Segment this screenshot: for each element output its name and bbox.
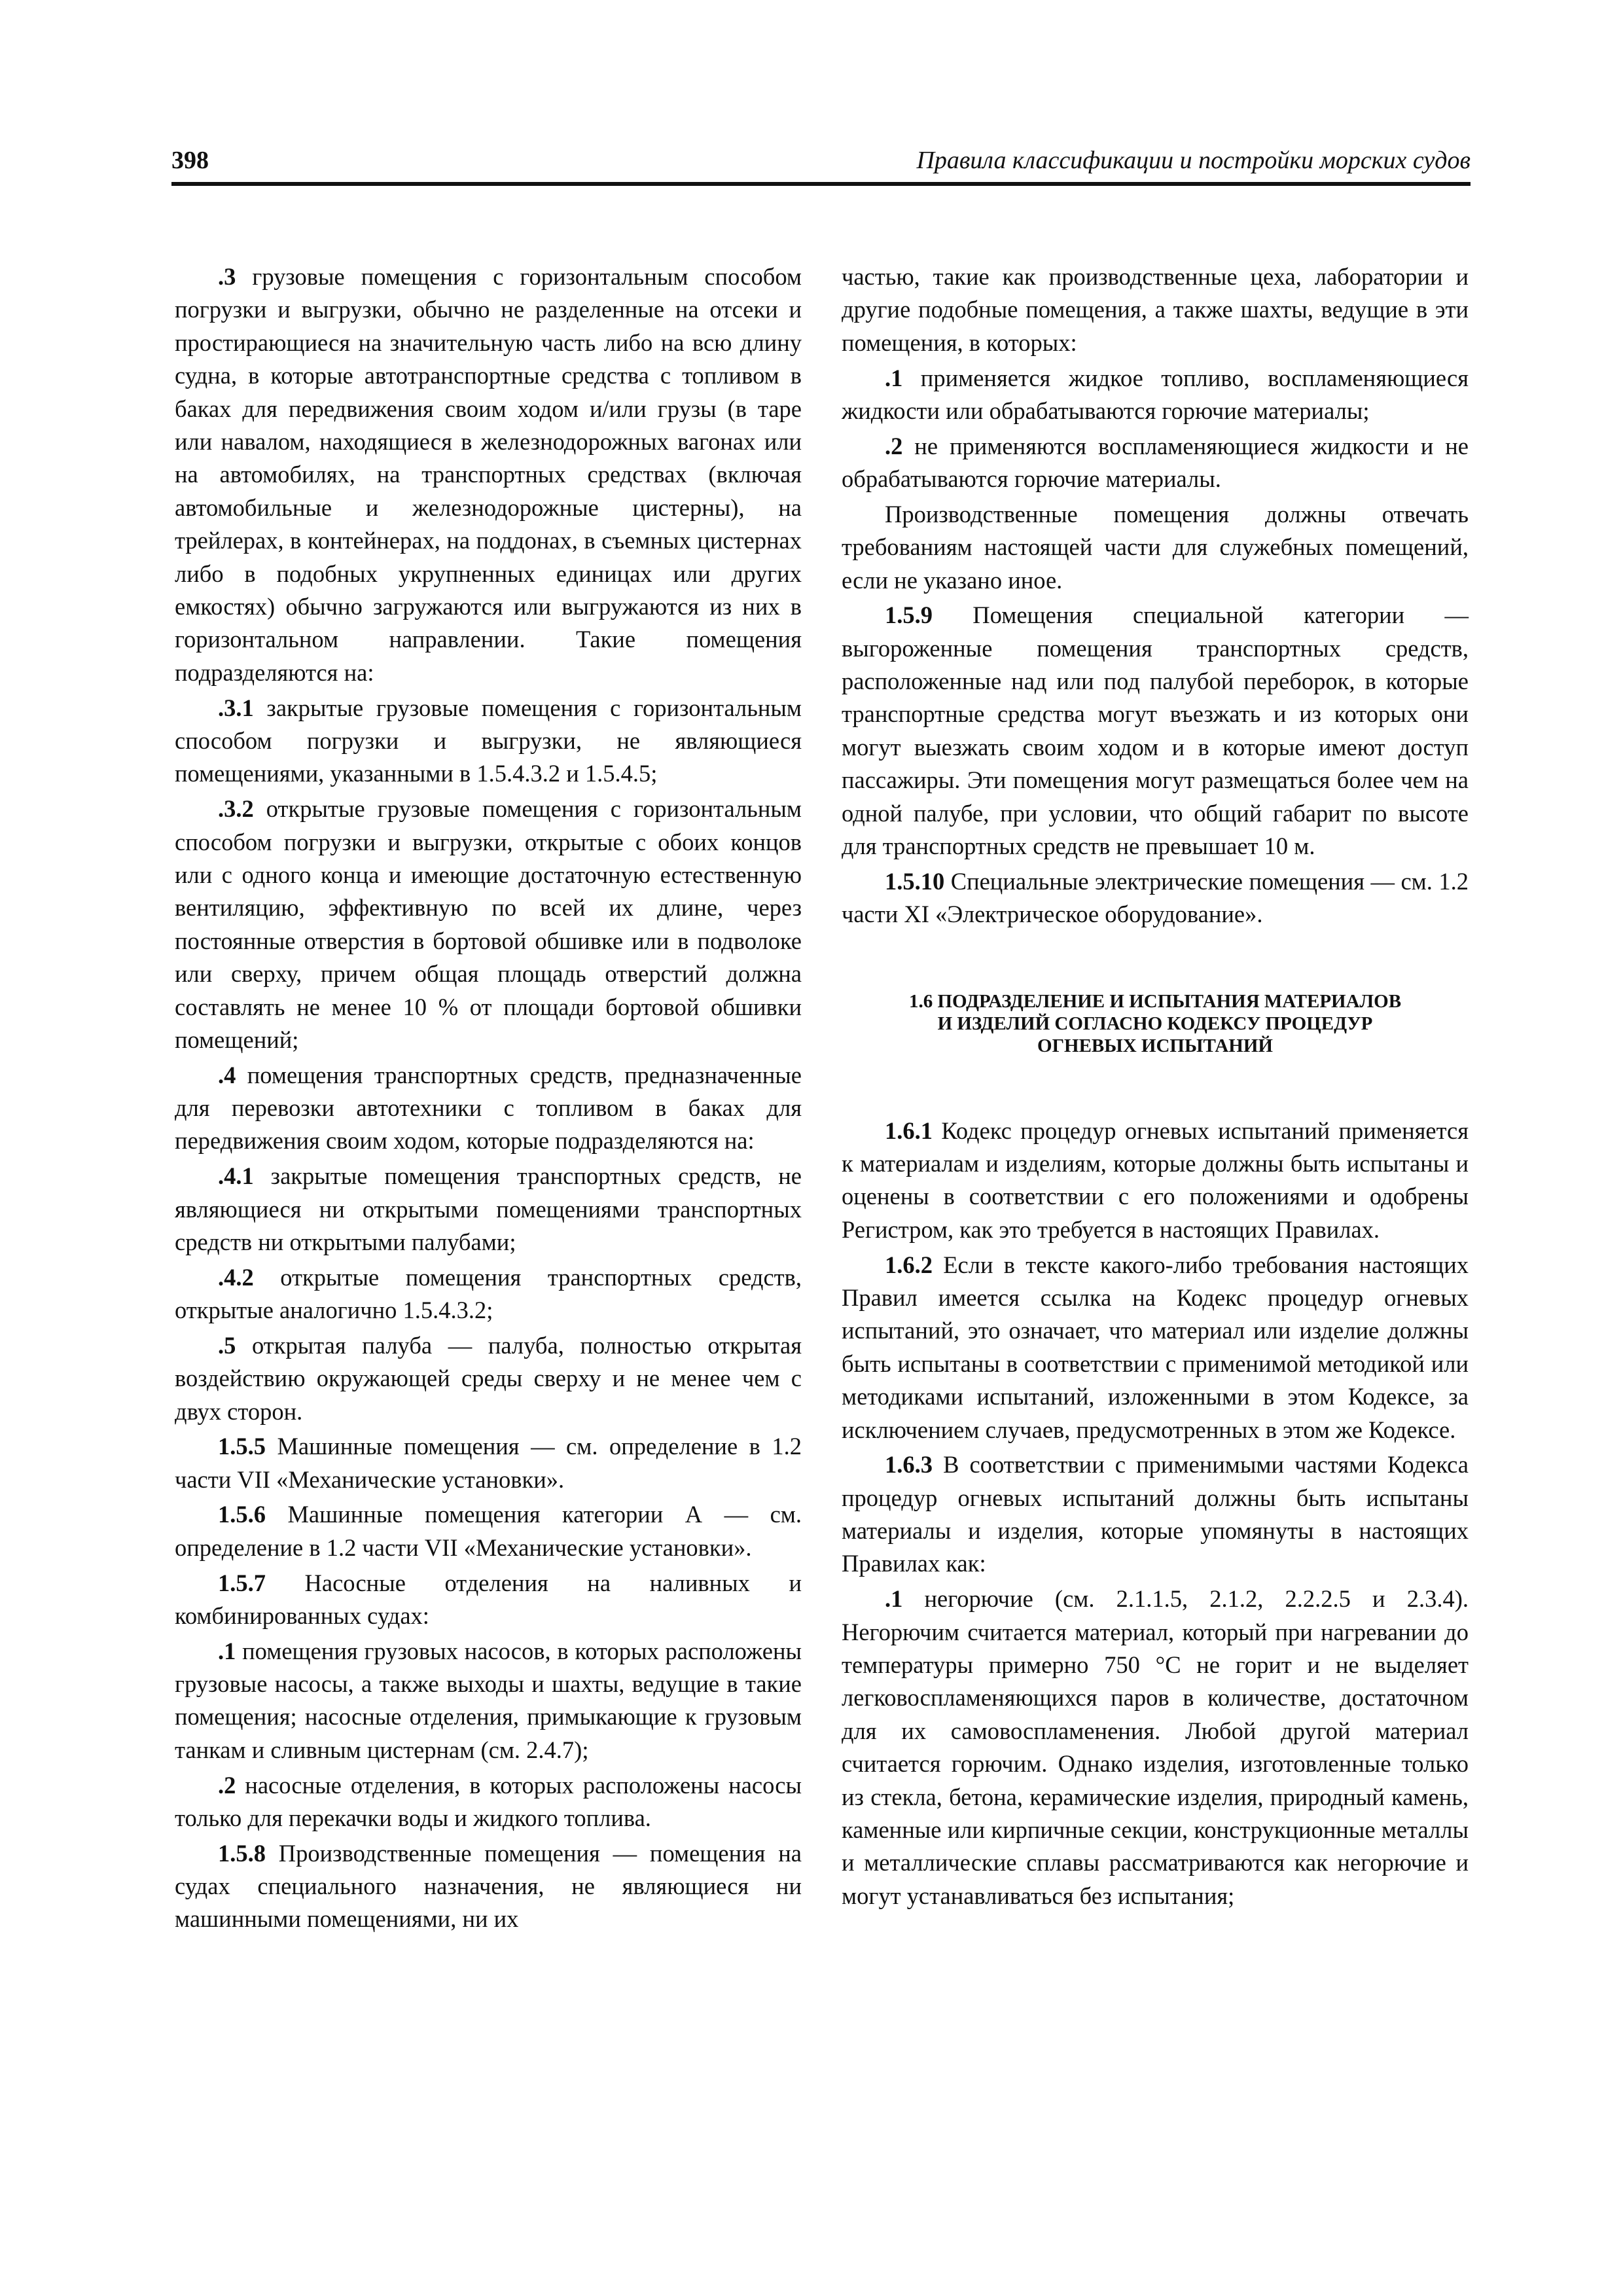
clause-number: 1.5.8 xyxy=(218,1839,266,1867)
running-title: Правила классификации и постройки морских судов xyxy=(916,147,1471,174)
clause-number: .3 xyxy=(218,263,236,290)
section-heading-line: 1.6 ПОДРАЗДЕЛЕНИЕ И ИСПЫТАНИЯ МАТЕРИАЛОВ xyxy=(908,990,1402,1012)
paragraph-text: Машинные помещения — см. определение в 1.2 части VII «Механические установки». xyxy=(175,1433,802,1493)
paragraph xyxy=(175,1059,802,1158)
clause-number: .4.1 xyxy=(218,1162,254,1190)
paragraph xyxy=(842,1249,1469,1446)
paragraph xyxy=(175,1635,802,1767)
paragraph-text: Специальные электрические помещения — см. 1.2 части XI «Электрическое оборудование». xyxy=(842,867,1469,928)
paragraph-text: Помещения специальной категории — выгороженные помещения транспортных средств, расположенные над или под палубой переборок, в которые транспортные средства могут въезжать и из которых они могут выезжать своим ходом и в которые имеют доступ пассажиры. Эти помещения могут размещаться более чем на одной палубе, при условии, что общий габарит по высоте для транспортных средств не превышает 10 м. xyxy=(842,601,1469,860)
paragraph xyxy=(842,362,1469,428)
paragraph-text: частью, такие как производственные цеха, лаборатории и другие подобные помещения, а также шахты, ведущие в эти помещения, в которых: xyxy=(842,263,1469,356)
paragraph xyxy=(175,793,802,1056)
page-number: 398 xyxy=(171,147,209,174)
clause-number: .3.2 xyxy=(218,795,254,823)
paragraph-text: помещения грузовых насосов, в которых расположены грузовые насосы, а также выходы и шахты, ведущие в такие помещения; насосные отделения, примыкающие к грузовым танкам и сливным цистернам (см. 2.4.7); xyxy=(175,1637,802,1763)
clause-number: 1.6.2 xyxy=(885,1251,933,1278)
clause-number: 1.5.9 xyxy=(885,601,933,629)
paragraph xyxy=(842,1115,1469,1247)
paragraph xyxy=(175,1498,802,1564)
clause-number: 1.5.6 xyxy=(218,1501,266,1528)
paragraph-text: закрытые помещения транспортных средств, не являющиеся ни открытыми помещениями транспортных средств ни открытыми палубами; xyxy=(175,1162,802,1255)
paragraph xyxy=(175,1837,802,1936)
paragraph-text: Производственные помещения — помещения на судах специального назначения, не являющиеся ни машинными помещениями, ни их xyxy=(175,1839,802,1933)
paragraph-text: открытая палуба — палуба, полностью открытая воздействию окружающей среды сверху и не менее чем с двух сторон. xyxy=(175,1331,802,1425)
clause-number: 1.6.3 xyxy=(885,1451,933,1479)
clause-number: 1.5.10 xyxy=(885,867,945,895)
paragraph xyxy=(842,430,1469,496)
paragraph-text: открытые грузовые помещения с горизонтальным способом погрузки и выгрузки, открытые с обоих концов или с одного конца и имеющие достаточную естественную вентиляцию, эффективную по всей их длине, через постоянные отверстия в бортовой обшивке или в подволоке или сверху, причем общая площадь отверстий должна составлять не менее 10 % от площади бортовой обшивки помещений; xyxy=(175,795,802,1053)
clause-number: .1 xyxy=(885,364,903,391)
paragraph-text: Насосные отделения на наливных и комбинированных судах: xyxy=(175,1569,802,1629)
paragraph-text: В соответствии с применимыми частями Кодекса процедур огневых испытаний должны быть испытаны материалы и изделия, которые упомянуты в настоящих Правилах как: xyxy=(842,1451,1469,1577)
paragraph xyxy=(842,260,1469,359)
clause-number: .4 xyxy=(218,1061,236,1088)
clause-number: .5 xyxy=(218,1331,236,1359)
page-header xyxy=(171,145,1471,186)
paragraph xyxy=(842,498,1469,597)
paragraph-text: закрытые грузовые помещения с горизонтальным способом погрузки и выгрузки, не являющиеся помещениями, указанными в 1.5.4.3.2 и 1.5.4.5; xyxy=(175,694,802,787)
paragraph-text: грузовые помещения с горизонтальным способом погрузки и выгрузки, обычно не разделенные на отсеки и простирающиеся на значительную часть либо на всю длину судна, в которые автотранспортные средства с топливом в баках для передвижения своим ходом и/или грузы (в таре или навалом, находящиеся в железнодорожных вагонах или на автомобилях, на транспортных средствах (включая автомобильные и железнодорожные цистерны), на трейлерах, в контейнерах, на поддонах, в съемных цистернах либо в подобных укрупненных единицах или других емкостях) обычно загружаются или выгружаются из них в горизонтальном направлении. Такие помещения подразделяются на: xyxy=(175,263,802,686)
clause-number: 1.6.1 xyxy=(885,1117,933,1144)
paragraph-text: применяется жидкое топливо, воспламеняющиеся жидкости или обрабатываются горючие материалы; xyxy=(842,364,1469,424)
paragraph-text: Производственные помещения должны отвечать требованиям настоящей части для служебных помещений, если не указано иное. xyxy=(842,500,1469,594)
paragraph xyxy=(175,1567,802,1633)
section-heading xyxy=(842,990,1469,1057)
clause-number: .1 xyxy=(885,1585,903,1613)
clause-number: .2 xyxy=(218,1771,236,1799)
clause-number: 1.5.5 xyxy=(218,1433,266,1460)
paragraph-text: негорючие (см. 2.1.1.5, 2.1.2, 2.2.2.5 и 2.3.4). Негорючим считается материал, который при нагревании до температуры примерно 750 °С не горит и не выделяет легковоспламеняющихся паров в количестве, достаточном для их самовоспламенения. Любой другой материал считается горючим. Однако изделия, изготовленные только из стекла, бетона, керамические изделия, природный камень, каменные или кирпичные секции, конструкционные металлы и металлические сплавы рассматриваются как негорючие и могут устанавливаться без испытания; xyxy=(842,1585,1469,1909)
paragraph xyxy=(842,865,1469,931)
paragraph-text: помещения транспортных средств, предназначенные для перевозки автотехники с топливом в баках для передвижения своим ходом, которые подразделяются на: xyxy=(175,1061,802,1155)
paragraph xyxy=(175,692,802,791)
paragraph xyxy=(175,1430,802,1496)
paragraph xyxy=(175,1769,802,1835)
paragraph-text: Кодекс процедур огневых испытаний применяется к материалам и изделиям, которые должны быть испытаны и оценены в соответствии с его положениями и одобрены Регистром, как это требуется в настоящих Правилах. xyxy=(842,1117,1469,1243)
paragraph-text: открытые помещения транспортных средств, открытые аналогично 1.5.4.3.2; xyxy=(175,1263,802,1324)
clause-number: .2 xyxy=(885,432,903,459)
right-column xyxy=(842,260,1469,1915)
paragraph xyxy=(175,1261,802,1327)
paragraph-text: Машинные помещения категории А — см. определение в 1.2 части VII «Механические установки». xyxy=(175,1501,802,1561)
left-column xyxy=(175,260,802,1938)
clause-number: .3.1 xyxy=(218,694,254,721)
paragraph xyxy=(842,1448,1469,1581)
paragraph xyxy=(175,1329,802,1428)
section-heading-line: И ИЗДЕЛИЙ СОГЛАСНО КОДЕКСУ ПРОЦЕДУР xyxy=(937,1013,1373,1034)
paragraph xyxy=(175,260,802,689)
paragraph-text: не применяются воспламеняющиеся жидкости и не обрабатываются горючие материалы. xyxy=(842,432,1469,493)
clause-number: 1.5.7 xyxy=(218,1569,266,1596)
paragraph-text: Если в тексте какого-либо требования настоящих Правил имеется ссылка на Кодекс процедур огневых испытаний, это означает, что материал или изделие должны быть испытаны в соответствии с применимой методикой или методиками испытаний, изложенными в этом Кодексе, за исключением случаев, предусмотренных в этом же Кодексе. xyxy=(842,1251,1469,1443)
section-heading-line: ОГНЕВЫХ ИСПЫТАНИЙ xyxy=(1037,1035,1273,1056)
paragraph-text: насосные отделения, в которых расположены насосы только для перекачки воды и жидкого топлива. xyxy=(175,1771,802,1831)
paragraph xyxy=(842,599,1469,863)
clause-number: .1 xyxy=(218,1637,236,1664)
paragraph xyxy=(175,1160,802,1259)
clause-number: .4.2 xyxy=(218,1263,254,1291)
paragraph xyxy=(842,1583,1469,1912)
